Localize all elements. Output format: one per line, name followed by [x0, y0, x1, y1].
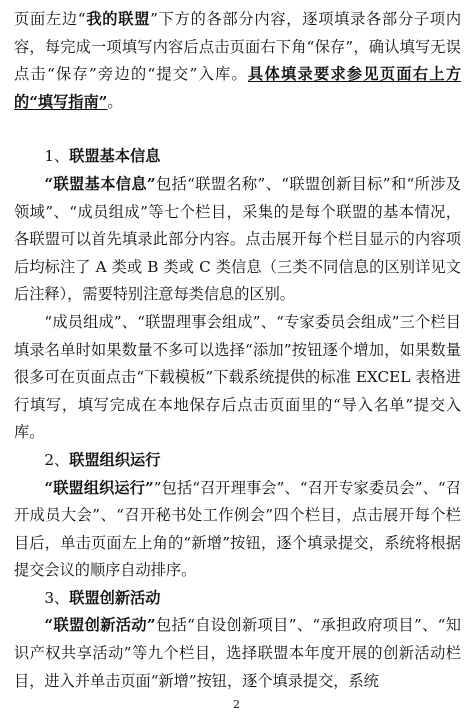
intro-text-3: 。 — [107, 92, 123, 111]
section-3-number: 3、 — [44, 588, 70, 607]
section-2-text: ”包括“召开理事会”、“召开专家委员会”、“召开成员大会”、“召开秘书处工作例会”四个栏目，点击展开每个栏目后，单击页面左上角的“新增”按钮，逐个填录提交，系统将根据提交会议的顺序自动排序。 — [14, 478, 461, 580]
section-1-paragraph-2: “成员组成”、“联盟理事会组成”、“专家委员会组成”三个栏目填录名单时如果数量不多可以选择“添加”按钮逐个增加，如果数量很多可在页面点击“下载模板”下载系统提供的标准 EXCEL 表格进行填写，填写完成在本地保存后点击页面里的“导入名单”提交入库。 — [14, 312, 461, 442]
section-3-text: 包括“自设创新项目”、“承担政府项目”、“知识产权共享活动”等九个栏目，选择联盟本年度开展的创新活动栏目，进入并单击页面“新增”按钮，逐个填录提交，系统 — [14, 616, 461, 690]
section-1-text: 包括“联盟名称”、“联盟创新目标”和“所涉及领域”、“成员组成”等七个栏目，采集的是每个联盟的基本情况，各联盟可以首先填录此部分内容。点击展开每个栏目显示的内容项后均标注了 A 类或 B 类或 C 类信息（三类不同信息的区别详见文后注释），需要特别注意每类信息的区别。 — [14, 174, 461, 304]
page-number: 2 — [233, 698, 240, 711]
section-1-paragraph-1 — [14, 171, 461, 309]
intro-paragraph — [14, 6, 461, 116]
section-2-number: 2、 — [44, 450, 70, 469]
intro-guide-emphasis: 具体填录要求参见页面右上方的“填写指南” — [14, 65, 462, 111]
section-2-heading — [14, 447, 461, 475]
intro-text-1: 页面左边“ — [14, 10, 86, 28]
section-3-title: 联盟创新活动 — [69, 588, 161, 607]
section-2-paragraph-1 — [14, 475, 461, 585]
section-1-title: 联盟基本信息 — [69, 147, 161, 166]
intro-text-2: ”下方的各部分内容，逐项填录各部分子项内容，每完成一项填写内容后点击页面右下角“保存”，确认填写无误点击“保存”旁边的“提交”入库。 — [14, 10, 462, 84]
section-3-lead: “联盟创新活动” — [44, 616, 156, 635]
section-1-lead: “联盟基本信息” — [44, 174, 156, 193]
spacer — [14, 116, 461, 143]
section-2-lead: “联盟组织运行” — [44, 478, 154, 497]
section-3-heading — [14, 585, 461, 613]
section-1-heading — [14, 143, 461, 171]
section-3-paragraph-1 — [14, 612, 461, 695]
section-1-number: 1、 — [44, 147, 70, 166]
intro-my-alliance: 我的联盟 — [85, 10, 151, 28]
section-2-title: 联盟组织运行 — [69, 450, 161, 469]
